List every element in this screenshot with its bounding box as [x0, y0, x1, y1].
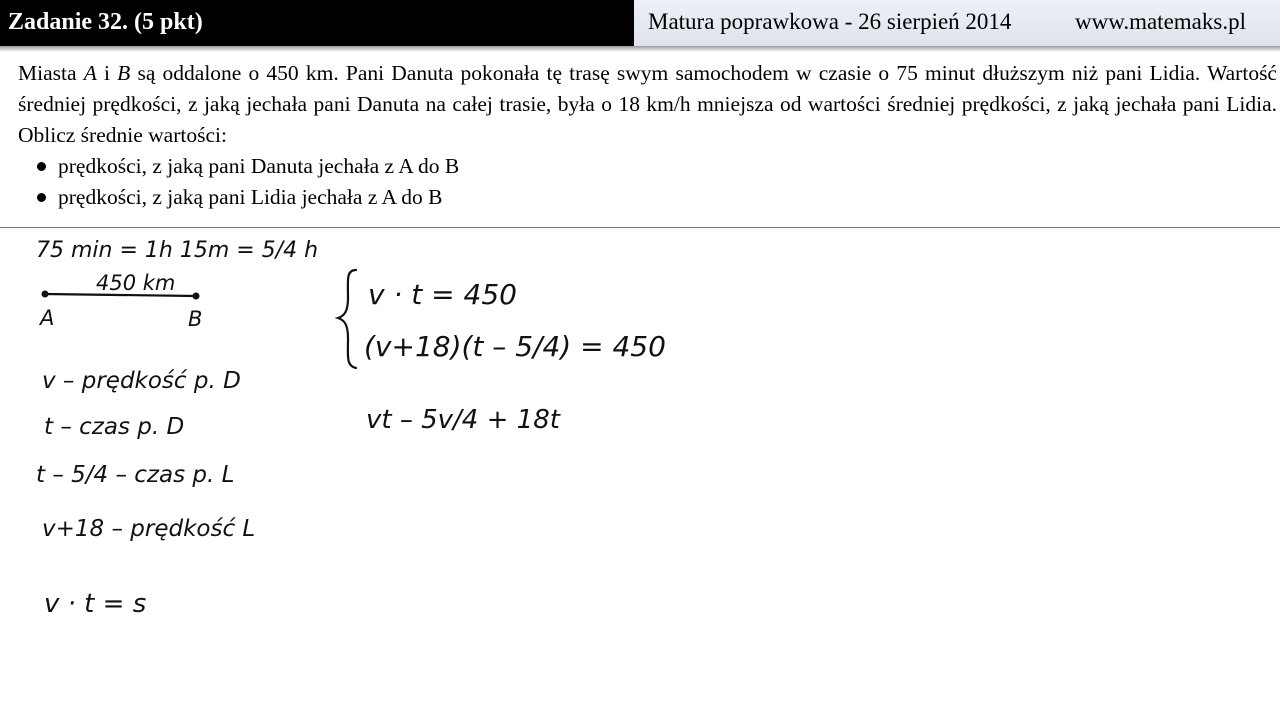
header-info — [634, 0, 1280, 46]
var-t: t – czas p. D — [44, 414, 185, 440]
point-b-label: B — [188, 307, 203, 331]
point-a-label: A — [40, 306, 55, 330]
city-a: A — [83, 61, 97, 85]
header-shadow — [0, 46, 1280, 52]
city-b: B — [117, 61, 131, 85]
problem-statement — [18, 58, 1277, 213]
problem-text: Miasta A i B są oddalone o 450 km. Pani Danuta pokonała tę trasę swym samochodem w czasie o 75 minut dłuższym niż pani Lidia. Wartość średniej prędkości, z jaką jechała pani Danuta na całej trasie, była o 18 km/h mniejsza od wartości średniej prędkości, z jaką jechała pani Lidia. Oblicz średnie wartości: — [18, 61, 1277, 147]
point-b-dot — [193, 293, 200, 300]
time-conversion: 75 min = 1h 15m = 5/4 h — [36, 238, 319, 263]
list-item: prędkości, z jaką pani Lidia jechała z A do B — [18, 182, 1277, 213]
equation-2: (v+18)(t – 5/4) = 450 — [364, 330, 666, 363]
exam-name: Matura poprawkowa - 26 sierpień 2014 — [648, 9, 1012, 34]
header-bar — [0, 0, 1280, 46]
var-vl: v+18 – prędkość L — [42, 516, 256, 542]
question-list — [18, 151, 1277, 213]
handwritten-notes — [0, 228, 1280, 720]
task-title: Zadanie 32. (5 pkt) — [0, 0, 634, 46]
bullet-icon — [37, 162, 46, 171]
system-brace — [338, 270, 356, 368]
equation-1: v · t = 450 — [368, 278, 517, 311]
formula: v · t = s — [44, 589, 147, 619]
var-tl: t – 5/4 – czas p. L — [36, 462, 235, 488]
var-v: v – prędkość p. D — [42, 368, 241, 394]
segment-label: 450 km — [96, 271, 176, 295]
site-url: www.matemaks.pl — [1075, 9, 1246, 34]
point-a-dot — [42, 291, 49, 298]
expansion: vt – 5v/4 + 18t — [366, 405, 560, 435]
bullet-icon — [37, 193, 46, 202]
list-item: prędkości, z jaką pani Danuta jechała z A do B — [18, 151, 1277, 182]
